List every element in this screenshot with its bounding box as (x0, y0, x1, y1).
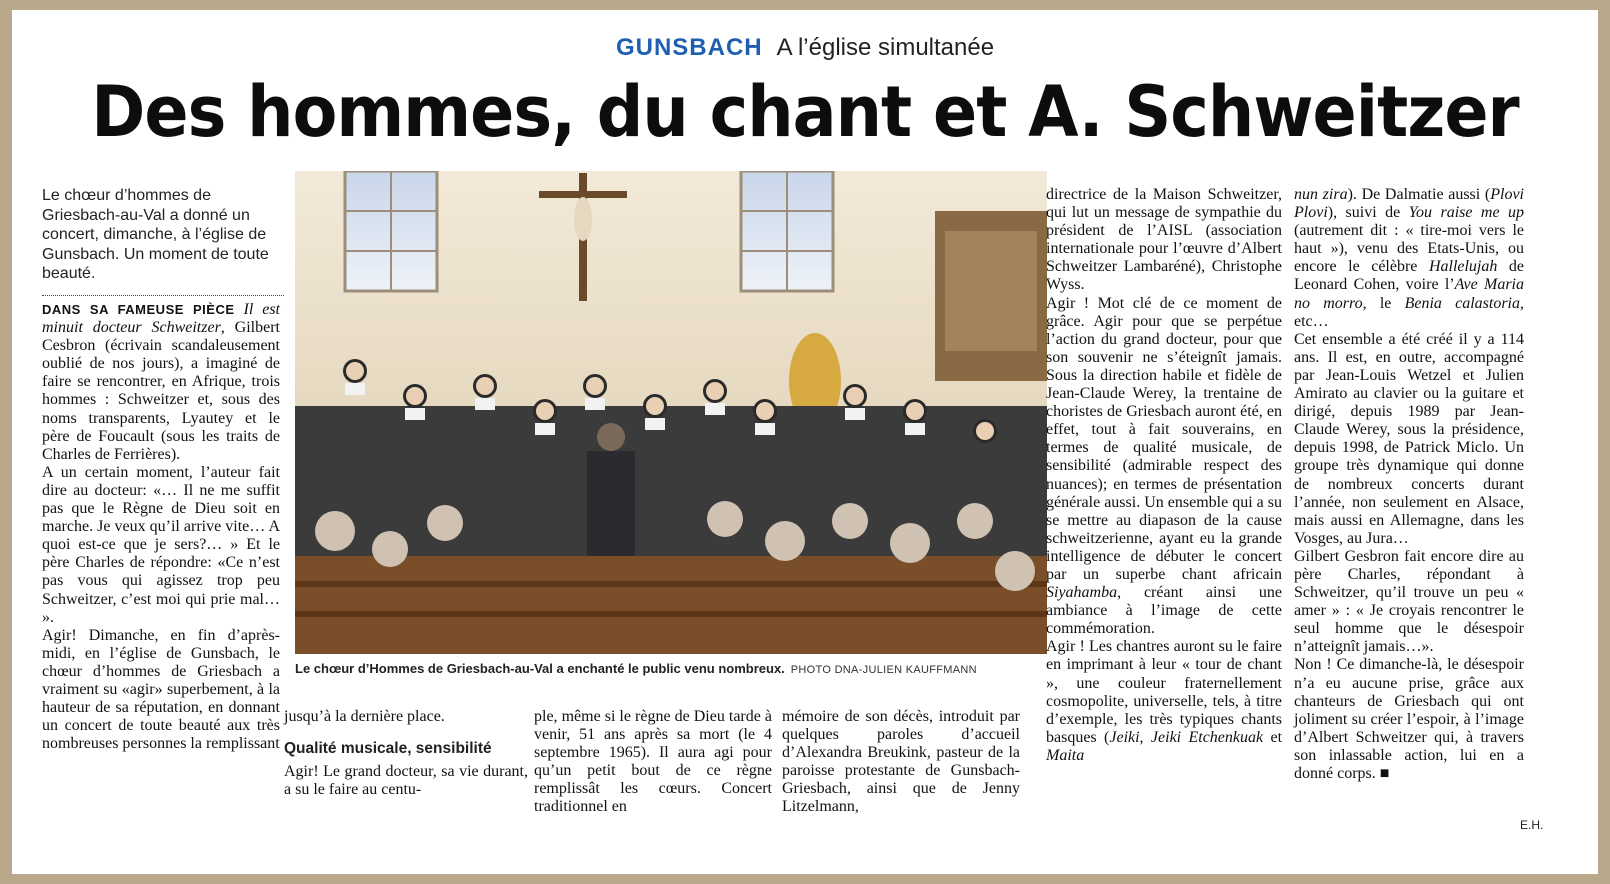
standfirst: Le chœur d’hommes de Griesbach-au-Val a donné un concert, dimanche, à l’église de Gunsbach. Un moment de toute beauté. (42, 187, 269, 282)
paragraph: Agir ! Mot clé de ce moment de grâce. Agir pour que se perpétue l’action du grand docteur, pour que son souvenir ne s’éteignît jamais. Sous la direction habile et fidèle de Jean-Claude Werey, la trentaine de choristes de Griesbach auront été, en effet, tout à fait souverains, en termes de qualité musicale, de sensibilité (admirable respect des nuances); en termes de présentation générale aussi. Un ensemble qui a su se mettre au diapason de la cause schweitzerienne, ayant eu la grande intelligence de débuter le concert par un superbe chant africain Siyahamba, créant ainsi une ambiance à l’image de cette commémoration. (1046, 294, 1282, 638)
newspaper-clipping (12, 10, 1598, 874)
column-6 (1294, 186, 1524, 783)
column-1 (42, 301, 280, 753)
paragraph: Agir ! Les chantres auront su le faire en imprimant à leur « tour de chant », une couleur fraternellement cosmopolite, universelle, tels, à titre d’exemple, les très typiques chants basques (Jeiki, Jeiki Etchenkuak et Maita (1046, 638, 1283, 764)
paragraph: Agir! Le grand docteur, sa vie durant, a su le faire au centu- (284, 763, 528, 799)
subheading: Qualité musicale, sensibilité (284, 740, 492, 758)
paragraph: ple, même si le règne de Dieu tarde à venir, 51 ans après sa mort (le 4 septembre 1965). Il aura agi pour qu’un petit bout de ce règne remplissât les cœurs. Concert traditionnel en (534, 708, 772, 816)
paragraph: A un certain moment, l’auteur fait dire au docteur: «… Il ne me suffit pas que le Règne de Dieu soit en marche. Je veux qu’il arrive vite… A quoi est-ce que je sers?… » Et le père Charles de répondre: «Ce n’est pas vous qui agissez trop peu Schweitzer, c’est moi qui prie mal… ». (42, 463, 280, 626)
paragraph: nun zira). De Dalmatie aussi (Plovi Plovi), suivi de You raise me up (autrement dit : « tire-moi vers le haut »), venu des Etats-Unis, ou encore le célèbre Hallelujah de Leonard Cohen, voire l’Ave Maria no morro, le Benia calastoria, etc… (1294, 186, 1524, 330)
caption-text: Le chœur d’Hommes de Griesbach-au-Val a enchanté le public venu nombreux. (295, 661, 785, 676)
lead-in: DANS SA FAMEUSE PIÈCE (42, 302, 235, 317)
column-3 (534, 708, 772, 817)
paragraph: mémoire de son décès, introduit par quelques paroles d’accueil d’Alexandra Breukink, pasteur de la paroisse protestante de Gunsbach-Griesbach, ainsi que de Jenny Litzelmann, (782, 708, 1020, 816)
paragraph: DANS SA FAMEUSE PIÈCE Il est minuit docteur Schweitzer, Gilbert Cesbron (écrivain scandaleusement oublié de nos jours), a imaginé de faire se rencontrer, en Afrique, trois hommes : Schweitzer et, sous des noms transparents, Lyautey et le père de Foucault (sous les traits de Charles de Ferrières). (42, 301, 280, 463)
choir-photo (295, 171, 1047, 654)
photo-credit: PHOTO DNA-JULIEN KAUFFMANN (790, 664, 977, 676)
kicker (12, 34, 1598, 62)
column-2 (284, 708, 528, 799)
kicker-text: A l’église simultanée (776, 34, 995, 61)
play-title: Il est minuit docteur Schweitzer (42, 301, 280, 337)
author-signature: E.H. (1520, 818, 1544, 832)
column-5 (1046, 186, 1282, 765)
divider (42, 295, 284, 296)
photo-caption (295, 660, 1047, 679)
column-4 (782, 708, 1020, 817)
paragraph: directrice de la Maison Schweitzer, qui lut un message de sympathie du président de l’AISL (association internationale pour l’œuvre d’Albert Schweitzer Lambaréné), Christophe Wyss. (1046, 186, 1282, 294)
paragraph: Non ! Ce dimanche-là, le désespoir n’a eu aucune prise, grâce aux chanteurs de Griesbach qui ont joliment su créer l’espoir, à l’image d’Albert Schweitzer qui, à travers son inlassable action, lui en a donné corps. ■ (1294, 656, 1524, 782)
headline: Des hommes, du chant et A. Schweitzer (91, 71, 1519, 153)
location-label: GUNSBACH (615, 34, 763, 61)
paragraph: Agir! Dimanche, en fin d’après-midi, en l’église de Gunsbach, le chœur d’hommes de Griesbach a vraiment su «agir» superbement, à la hauteur de sa réputation, en donnant un concert de toute beauté aux très nombreuses personnes la remplissant (42, 626, 280, 753)
paragraph: Gilbert Gesbron fait encore dire au père Charles, répondant à Schweitzer, qu’il trouve un peu « amer » : « Je croyais rencontrer le seul homme que le désespoir n’atteignît jamais…». (1294, 547, 1524, 656)
paragraph: Cet ensemble a été créé il y a 114 ans. Il est, en outre, accompagné par Jean-Louis Wetzel et Julien Amirato au clavier ou la guitare et dirigé, depuis 1989 par Jean-Claude Werey, sous la présidence, depuis 1998, de Patrick Miclo. Un groupe très dynamique qui donne de nombreux concerts durant l’année, non seulement en Alsace, mais aussi en Allemagne, dans les Vosges, au Jura… (1294, 330, 1524, 547)
paragraph: jusqu’à la dernière place. (284, 708, 445, 725)
